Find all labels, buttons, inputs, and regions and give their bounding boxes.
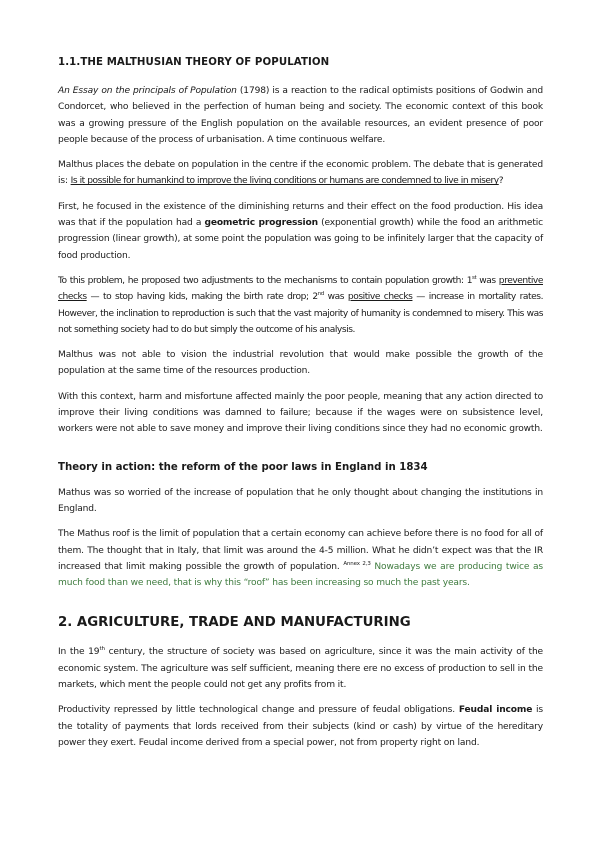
- debate-question: Is it possible for humankind to improve the living conditions or humans are condemned to live in misery: [70, 176, 499, 187]
- paragraph-feudal-income: Productivity repressed by little technological change and pressure of feudal obligations. Feudal income is the totality of payments that lords received from their subjects (kind or cash) by virtue of the hereditary power they exert. Feudal income derived from a special power, not from property right on land.: [58, 705, 543, 748]
- paragraph-diminishing-returns: First, he focused in the existence of the diminishing returns and their effect on the food production. His idea was that if the population had a geometric progression (exponential growth) while the food an arithmetic progression (linear growth), at some point the population was going to be infinitely larger that the capacity of food production.: [58, 201, 543, 261]
- term-geometric-progression: geometric progression: [204, 218, 318, 229]
- term-positive-checks: positive checks: [347, 292, 413, 303]
- spacer: [58, 447, 543, 461]
- paragraph-debate: Malthus places the debate on population in the centre if the economic problem. The debate that is generated is: Is it possible for humankind to improve the living conditions or humans are condemned to live in misery?: [58, 160, 543, 187]
- paragraph-mathus-roof: The Mathus roof is the limit of population that a certain economy can achieve before there is no food for all of them. The thought that in Italy, that limit was around the 4-5 million. What he didn’t expect was that the IR increased that limit making possible the growth of population. $^{Annex 2,3}$ Nowadays we are producing twice as much food than we need, that is why this “roof” has been increasing so much the past years.: [58, 529, 543, 589]
- term-preventive-checks: preventive checks: [58, 275, 543, 303]
- section-title-malthusian-theory: 1.1.THE MALTHUSIAN THEORY OF POPULATION: [58, 57, 330, 68]
- annex-reference: Annex 2,3: [343, 560, 371, 567]
- paragraph-poor-people: With this context, harm and misfortune affected mainly the poor people, meaning that any action directed to improve their living conditions was damned to failure; because if the wages were on subsistence level, workers were not able to save money and improve their living conditions since they had no economic growth.: [58, 391, 543, 435]
- paragraph-19th-century: In the 19th century, the structure of society was based on agriculture, since it was the main activity of the economic system. The agriculture was self sufficient, meaning there ere no excess of production to sell in the markets, which ment the people could not get any profits from it.: [58, 646, 544, 691]
- subsection-title-poor-laws: Theory in action: the reform of the poor laws in England in 1834: [58, 461, 428, 473]
- green-note: Nowadays we are producing twice as much food than we need, that is why this “roof” has been increasing so much the past years.: [58, 561, 543, 589]
- paragraph-institutions: Mathus was so worried of the increase of population that he only thought about changing the institutions in England.: [58, 487, 543, 514]
- paragraph-industrial-revolution: Malthus was not able to vision the industrial revolution that would make possible the growth of the population at the same time of the resources production.: [58, 350, 543, 377]
- section-title-agriculture: 2. AGRICULTURE, TRADE AND MANUFACTURING: [58, 615, 411, 631]
- paragraph-essay: An Essay on the principals of Population (1798) is a reaction to the radical optimists positions of Godwin and Condorcet, who believed in the perfection of human being and society. The economic context of this book was a growing pressure of the English population on the available resources, an evident presence of poor people because of the process of urbanisation. A time continuous welfare.: [58, 86, 544, 145]
- term-feudal-income: Feudal income: [458, 705, 533, 716]
- book-title: An Essay on the principals of Population: [58, 86, 237, 96]
- spacer: [58, 600, 543, 614]
- paragraph-checks: To this problem, he proposed two adjustments to the mechanisms to contain population growth: 1st was preventive checks — to stop having kids, making the birth rate drop; 2nd was positive checks — increase in mortality rates. However, the inclination to reproduction is such that the vast majority of humanity is condemned to misery. This was not something society had to do but simply the outcome of his analysis.: [58, 274, 544, 335]
